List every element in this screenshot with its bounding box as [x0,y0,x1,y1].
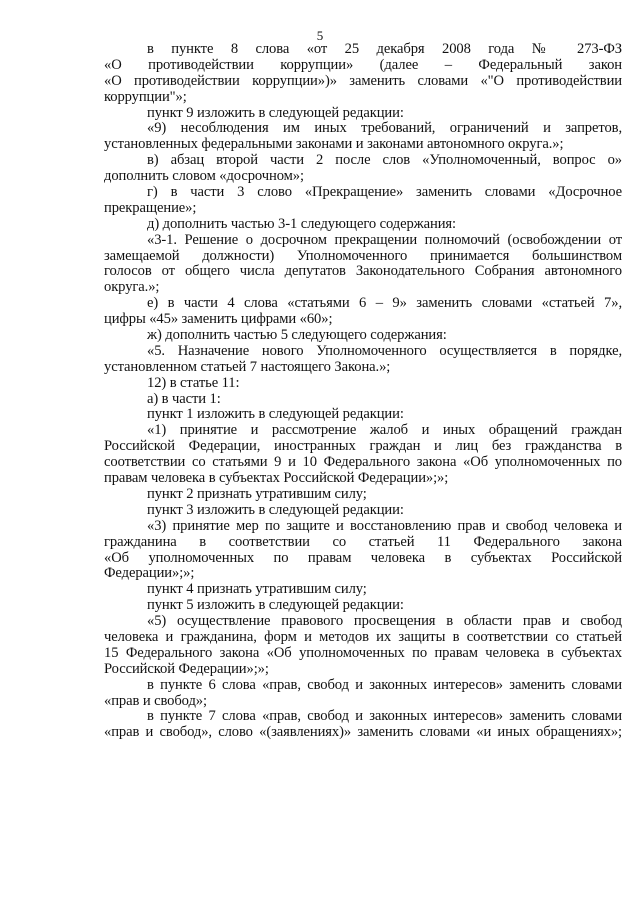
text-line: Федерации»;»; [104,565,195,582]
text-line: в пункте 8 слова «от 25 декабря 2008 года № 273-ФЗ [147,41,622,57]
text-line: установленном статьей 7 настоящего Закона.»; [104,358,391,375]
text-line: пункт 2 признать утратившим силу; [147,485,367,502]
text-line: прекращение»; [104,199,197,216]
text-line: 15 Федерального закона «Об уполномоченных по правам человека в субъектах [104,644,622,661]
text-line: «3-1. Решение о досрочном прекращении полномочий (освобождении от [147,231,622,248]
text-line: человека и гражданина, форм и методов их защиты в соответствии со статьей [104,628,622,645]
text-line: пункт 4 признать утратившим силу; [147,581,367,598]
text-line: округа.»; [104,279,160,296]
text-line: пункт 5 изложить в следующей редакции: [147,597,404,614]
text-line: 12) в статье 11: [147,374,240,391]
text-line: установленных федеральными законами и законами автономного округа.»; [104,136,564,153]
page-number: 5 [316,28,324,43]
text-line: «прав и свобод», слово «(заявлениях)» заменить словами «и иных обращениях»; [104,724,622,741]
text-line: «9) несоблюдения им иных требований, ограничений и запретов, [147,120,622,137]
text-line: «О противодействии коррупции» (далее – Федеральный закон [104,56,622,73]
text-line: ж) дополнить частью 5 следующего содержания: [147,327,447,344]
text-line: «1) принятие и рассмотрение жалоб и иных обращений граждан [147,422,622,439]
text-line: Российской Федерации»;»; [104,660,269,677]
text-line: гражданина в соответствии со статьей 11 Федерального закона [104,533,622,550]
text-line: д) дополнить частью 3-1 следующего содержания: [147,215,456,232]
text-line: в пункте 6 слова «прав, свобод и законных интересов» заменить словами [147,676,622,693]
text-line: в пункте 7 слова «прав, свобод и законных интересов» заменить словами [147,708,622,725]
text-line: «О противодействии коррупции»)» заменить словами «"О противодействии [104,72,622,89]
text-line: пункт 1 изложить в следующей редакции: [147,406,404,423]
text-line: коррупции"»; [104,88,187,105]
text-line: «5) осуществление правового просвещения в области прав и свобод [147,613,622,630]
text-line: е) в части 4 слова «статьями 6 – 9» заменить словами «статьей 7», [147,295,622,312]
text-line: «5. Назначение нового Уполномоченного осуществляется в порядке, [147,342,622,359]
text-line: Российской Федерации, иностранных граждан и лиц без гражданства в [104,438,622,455]
text-line: а) в части 1: [147,390,221,407]
text-line: цифры «45» заменить цифрами «60»; [104,311,333,328]
text-line: пункт 3 изложить в следующей редакции: [147,501,404,518]
text-line: голосов от общего числа депутатов Законодательного Собрания автономного [104,263,622,280]
text-line: соответствии со статьями 9 и 10 Федерального закона «Об уполномоченных по [104,454,622,471]
text-line: правам человека в субъектах Российской Федерации»;»; [104,470,449,487]
text-line: дополнить словом «досрочном»; [104,168,304,185]
text-line: «Об уполномоченных по правам человека в субъектах Российской [104,549,622,566]
text-line: г) в части 3 слово «Прекращение» заменить словами «Досрочное [147,184,622,201]
text-line: замещаемой должности) Уполномоченного принимается большинством [104,247,622,264]
text-line: пункт 9 изложить в следующей редакции: [147,104,404,121]
text-line: в) абзац второй части 2 после слов «Уполномоченный, вопрос о» [147,152,622,169]
document-body [104,42,622,741]
text-line: «прав и свобод»; [104,692,207,709]
text-line: «3) принятие мер по защите и восстановлению прав и свобод человека и [147,517,622,534]
